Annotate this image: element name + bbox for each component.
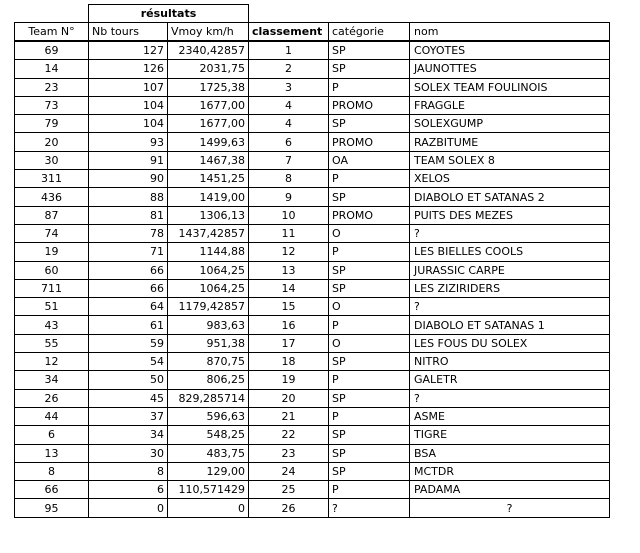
laps-cell: 59: [89, 334, 168, 352]
rank-cell: 9: [249, 188, 329, 206]
rank-cell: 15: [249, 298, 329, 316]
table-row: [15, 499, 610, 517]
rank-cell: 21: [249, 407, 329, 425]
avg-speed-cell: 110,571429: [168, 481, 249, 499]
team-number-cell: 55: [15, 334, 89, 352]
laps-cell: 81: [89, 206, 168, 224]
category-cell: O: [329, 334, 410, 352]
rank-cell: 1: [249, 41, 329, 60]
rank-cell: 7: [249, 151, 329, 169]
team-name-cell: LES BIELLES COOLS: [410, 243, 610, 261]
rank-cell: 23: [249, 444, 329, 462]
rank-cell: 24: [249, 462, 329, 480]
team-number-cell: 30: [15, 151, 89, 169]
header-row: [15, 23, 610, 42]
category-cell: SP: [329, 41, 410, 60]
title-row: [15, 5, 610, 23]
laps-cell: 104: [89, 96, 168, 114]
team-name-cell: LES FOUS DU SOLEX: [410, 334, 610, 352]
avg-speed-cell: 596,63: [168, 407, 249, 425]
results-table: [14, 4, 610, 518]
header-vmoy: Vmoy km/h: [168, 23, 249, 42]
table-row: [15, 298, 610, 316]
table-row: [15, 115, 610, 133]
category-cell: PROMO: [329, 133, 410, 151]
avg-speed-cell: 1437,42857: [168, 224, 249, 242]
table-row: [15, 279, 610, 297]
avg-speed-cell: 1064,25: [168, 279, 249, 297]
category-cell: PROMO: [329, 206, 410, 224]
team-name-cell: RAZBITUME: [410, 133, 610, 151]
team-number-cell: 311: [15, 170, 89, 188]
category-cell: P: [329, 371, 410, 389]
table-row: [15, 78, 610, 96]
avg-speed-cell: 1467,38: [168, 151, 249, 169]
rank-cell: 19: [249, 371, 329, 389]
rank-cell: 12: [249, 243, 329, 261]
category-cell: P: [329, 481, 410, 499]
category-cell: SP: [329, 261, 410, 279]
rank-cell: 2: [249, 60, 329, 78]
table-row: [15, 371, 610, 389]
team-number-cell: 66: [15, 481, 89, 499]
table-row: [15, 444, 610, 462]
team-name-cell: JURASSIC CARPE: [410, 261, 610, 279]
avg-speed-cell: 983,63: [168, 316, 249, 334]
laps-cell: 91: [89, 151, 168, 169]
title-spacer-right: [249, 5, 610, 23]
laps-cell: 45: [89, 389, 168, 407]
table-row: [15, 407, 610, 425]
rank-cell: 3: [249, 78, 329, 96]
header-categorie: catégorie: [329, 23, 410, 42]
team-number-cell: 87: [15, 206, 89, 224]
table-row: [15, 206, 610, 224]
laps-cell: 127: [89, 41, 168, 60]
category-cell: P: [329, 170, 410, 188]
avg-speed-cell: 1064,25: [168, 261, 249, 279]
team-name-cell: ?: [410, 389, 610, 407]
avg-speed-cell: 1677,00: [168, 115, 249, 133]
laps-cell: 30: [89, 444, 168, 462]
team-name-cell: ?: [410, 298, 610, 316]
team-number-cell: 711: [15, 279, 89, 297]
laps-cell: 88: [89, 188, 168, 206]
laps-cell: 6: [89, 481, 168, 499]
avg-speed-cell: 829,285714: [168, 389, 249, 407]
rank-cell: 18: [249, 353, 329, 371]
category-cell: P: [329, 316, 410, 334]
table-row: [15, 188, 610, 206]
laps-cell: 50: [89, 371, 168, 389]
laps-cell: 104: [89, 115, 168, 133]
category-cell: SP: [329, 462, 410, 480]
team-number-cell: 74: [15, 224, 89, 242]
rank-cell: 22: [249, 426, 329, 444]
table-row: [15, 41, 610, 60]
team-number-cell: 95: [15, 499, 89, 517]
header-classement: classement: [249, 23, 329, 42]
team-name-cell: DIABOLO ET SATANAS 1: [410, 316, 610, 334]
table-row: [15, 224, 610, 242]
team-name-cell: SOLEX TEAM FOULINOIS: [410, 78, 610, 96]
team-number-cell: 436: [15, 188, 89, 206]
category-cell: SP: [329, 426, 410, 444]
header-nom: nom: [410, 23, 610, 42]
table-row: [15, 60, 610, 78]
category-cell: OA: [329, 151, 410, 169]
team-number-cell: 23: [15, 78, 89, 96]
rank-cell: 4: [249, 96, 329, 114]
team-number-cell: 20: [15, 133, 89, 151]
rank-cell: 13: [249, 261, 329, 279]
avg-speed-cell: 483,75: [168, 444, 249, 462]
rank-cell: 20: [249, 389, 329, 407]
avg-speed-cell: 0: [168, 499, 249, 517]
category-cell: P: [329, 78, 410, 96]
category-cell: ?: [329, 499, 410, 517]
table-row: [15, 261, 610, 279]
table-row: [15, 133, 610, 151]
laps-cell: 126: [89, 60, 168, 78]
category-cell: O: [329, 224, 410, 242]
rank-cell: 6: [249, 133, 329, 151]
team-number-cell: 60: [15, 261, 89, 279]
category-cell: SP: [329, 115, 410, 133]
table-row: [15, 170, 610, 188]
table-row: [15, 316, 610, 334]
results-sheet: [14, 4, 610, 518]
team-name-cell: DIABOLO ET SATANAS 2: [410, 188, 610, 206]
team-number-cell: 43: [15, 316, 89, 334]
category-cell: SP: [329, 188, 410, 206]
team-name-cell: COYOTES: [410, 41, 610, 60]
avg-speed-cell: 1419,00: [168, 188, 249, 206]
category-cell: SP: [329, 279, 410, 297]
avg-speed-cell: 870,75: [168, 353, 249, 371]
laps-cell: 34: [89, 426, 168, 444]
team-number-cell: 6: [15, 426, 89, 444]
team-name-cell: TIGRE: [410, 426, 610, 444]
avg-speed-cell: 1306,13: [168, 206, 249, 224]
laps-cell: 37: [89, 407, 168, 425]
laps-cell: 8: [89, 462, 168, 480]
avg-speed-cell: 2340,42857: [168, 41, 249, 60]
category-cell: SP: [329, 353, 410, 371]
header-tours: Nb tours: [89, 23, 168, 42]
avg-speed-cell: 129,00: [168, 462, 249, 480]
team-number-cell: 51: [15, 298, 89, 316]
team-name-cell: ?: [410, 499, 610, 517]
team-name-cell: ?: [410, 224, 610, 242]
team-number-cell: 14: [15, 60, 89, 78]
team-number-cell: 69: [15, 41, 89, 60]
table-row: [15, 96, 610, 114]
category-cell: PROMO: [329, 96, 410, 114]
team-name-cell: PUITS DES MEZES: [410, 206, 610, 224]
table-row: [15, 462, 610, 480]
category-cell: O: [329, 298, 410, 316]
avg-speed-cell: 806,25: [168, 371, 249, 389]
team-number-cell: 73: [15, 96, 89, 114]
team-number-cell: 26: [15, 389, 89, 407]
rank-cell: 26: [249, 499, 329, 517]
avg-speed-cell: 548,25: [168, 426, 249, 444]
rank-cell: 11: [249, 224, 329, 242]
category-cell: SP: [329, 60, 410, 78]
avg-speed-cell: 1179,42857: [168, 298, 249, 316]
avg-speed-cell: 2031,75: [168, 60, 249, 78]
team-name-cell: MCTDR: [410, 462, 610, 480]
rank-cell: 10: [249, 206, 329, 224]
laps-cell: 54: [89, 353, 168, 371]
table-row: [15, 334, 610, 352]
rank-cell: 25: [249, 481, 329, 499]
laps-cell: 64: [89, 298, 168, 316]
laps-cell: 107: [89, 78, 168, 96]
team-name-cell: FRAGGLE: [410, 96, 610, 114]
category-cell: SP: [329, 389, 410, 407]
team-name-cell: LES ZIZIRIDERS: [410, 279, 610, 297]
title-spacer: [15, 5, 89, 23]
laps-cell: 90: [89, 170, 168, 188]
team-name-cell: TEAM SOLEX 8: [410, 151, 610, 169]
team-number-cell: 44: [15, 407, 89, 425]
laps-cell: 66: [89, 261, 168, 279]
laps-cell: 66: [89, 279, 168, 297]
avg-speed-cell: 1677,00: [168, 96, 249, 114]
table-row: [15, 243, 610, 261]
laps-cell: 0: [89, 499, 168, 517]
table-title: résultats: [89, 5, 249, 23]
table-row: [15, 389, 610, 407]
team-number-cell: 12: [15, 353, 89, 371]
team-name-cell: NITRO: [410, 353, 610, 371]
category-cell: P: [329, 243, 410, 261]
category-cell: SP: [329, 444, 410, 462]
team-number-cell: 79: [15, 115, 89, 133]
rank-cell: 17: [249, 334, 329, 352]
rank-cell: 4: [249, 115, 329, 133]
team-name-cell: JAUNOTTES: [410, 60, 610, 78]
header-team: Team N°: [15, 23, 89, 42]
team-name-cell: XELOS: [410, 170, 610, 188]
team-name-cell: GALETR: [410, 371, 610, 389]
avg-speed-cell: 1725,38: [168, 78, 249, 96]
category-cell: P: [329, 407, 410, 425]
avg-speed-cell: 951,38: [168, 334, 249, 352]
rank-cell: 14: [249, 279, 329, 297]
table-row: [15, 481, 610, 499]
rank-cell: 16: [249, 316, 329, 334]
team-number-cell: 19: [15, 243, 89, 261]
team-name-cell: SOLEXGUMP: [410, 115, 610, 133]
laps-cell: 71: [89, 243, 168, 261]
avg-speed-cell: 1144,88: [168, 243, 249, 261]
avg-speed-cell: 1451,25: [168, 170, 249, 188]
laps-cell: 61: [89, 316, 168, 334]
team-name-cell: BSA: [410, 444, 610, 462]
team-name-cell: ASME: [410, 407, 610, 425]
team-name-cell: PADAMA: [410, 481, 610, 499]
team-number-cell: 13: [15, 444, 89, 462]
avg-speed-cell: 1499,63: [168, 133, 249, 151]
table-row: [15, 353, 610, 371]
team-number-cell: 8: [15, 462, 89, 480]
table-row: [15, 151, 610, 169]
rank-cell: 8: [249, 170, 329, 188]
laps-cell: 93: [89, 133, 168, 151]
laps-cell: 78: [89, 224, 168, 242]
team-number-cell: 34: [15, 371, 89, 389]
table-row: [15, 426, 610, 444]
